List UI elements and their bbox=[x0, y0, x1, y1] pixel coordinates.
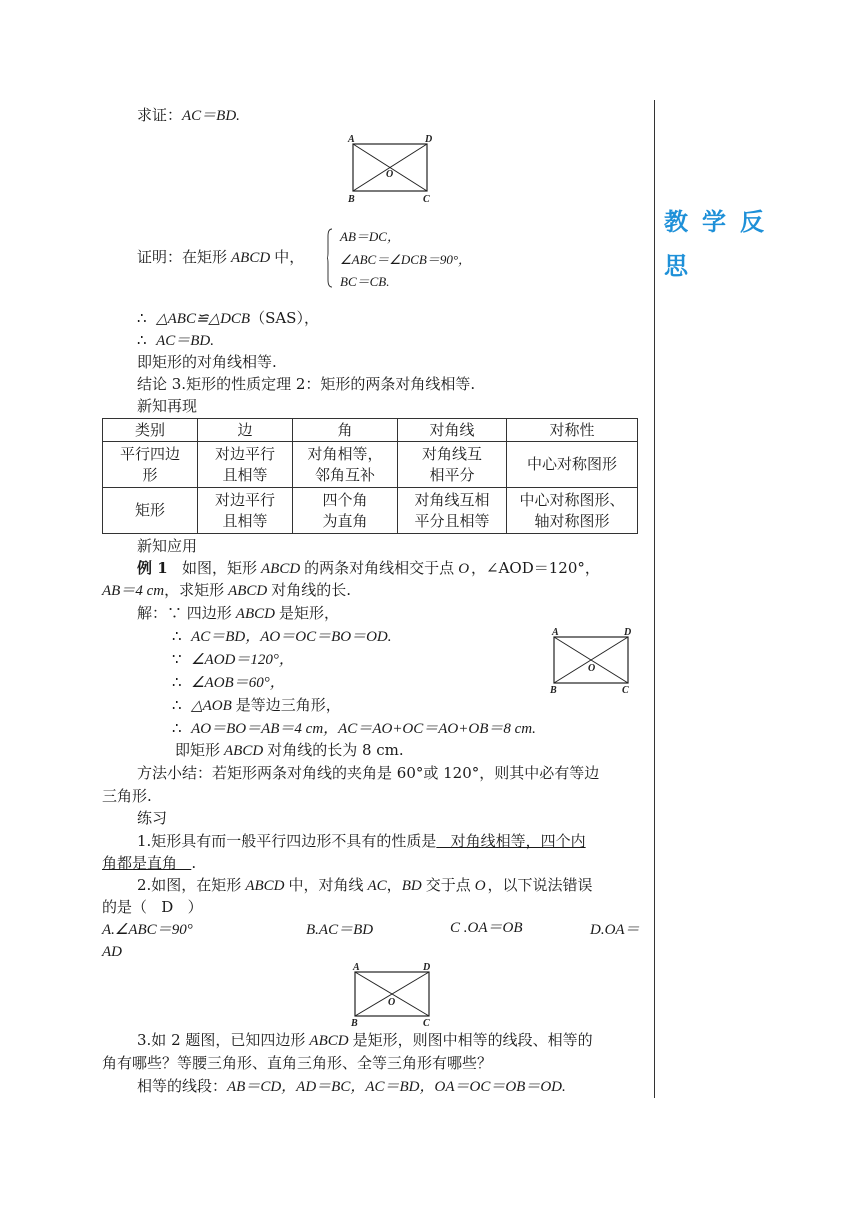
fig3-label-c: C bbox=[423, 1018, 430, 1029]
q2-bd: BD bbox=[401, 878, 422, 894]
q2-text: 交于点 bbox=[425, 876, 471, 894]
solution-text: ∠AOD＝120°， bbox=[191, 652, 294, 668]
example-text: 对角线的长. bbox=[271, 581, 352, 599]
congruent-statement: △ABC≌△DCB bbox=[156, 311, 251, 327]
reflection-title-line1: 教学反 bbox=[664, 208, 778, 236]
fig3-label-b: B bbox=[351, 1018, 358, 1029]
fig2-label-a: A bbox=[552, 627, 559, 638]
q3-answer-label: 相等的线段： bbox=[137, 1077, 228, 1095]
therefore-symbol-2: ∴ bbox=[137, 331, 147, 349]
cell-line: 对边平行 bbox=[214, 444, 275, 463]
fig3-label-o: O bbox=[388, 997, 396, 1008]
fig2-label-b: B bbox=[550, 685, 557, 695]
cell-line: 轴对称图形 bbox=[534, 511, 610, 530]
column-divider bbox=[654, 100, 655, 1098]
proof-intro-tail: 中， bbox=[274, 248, 305, 266]
q2-ac: AC bbox=[367, 878, 387, 894]
therefore-symbol: ∴ bbox=[137, 309, 147, 327]
option-d-cont: AD bbox=[102, 944, 122, 960]
table-row bbox=[103, 488, 638, 534]
proof-intro-text: 证明：在矩形 bbox=[137, 248, 228, 266]
example-text: ，求矩形 bbox=[164, 581, 225, 599]
solution-text: AC＝BD，AO＝OC＝BO＝OD. bbox=[191, 629, 392, 645]
cell-line: 且相等 bbox=[222, 511, 268, 530]
therefore-symbol: ∴ bbox=[172, 627, 182, 645]
sys-line-2: ∠ABC＝∠DCB＝90°， bbox=[340, 252, 472, 267]
cell-line: 中心对称图形、 bbox=[519, 490, 625, 509]
reflection-title-line2: 思 bbox=[664, 252, 702, 280]
question-1-text: 1.矩形具有而一般平行四边形不具有的性质是 bbox=[137, 832, 437, 850]
curly-brace bbox=[327, 228, 333, 288]
solution-line-2 bbox=[172, 626, 392, 647]
fig3-label-a: A bbox=[353, 962, 360, 973]
question-2-line-1 bbox=[137, 875, 593, 896]
question-1-answer: 对角线相等，四个内 bbox=[436, 832, 586, 850]
solution-text: 即矩形 bbox=[175, 741, 221, 759]
option-b: B.AC＝BD bbox=[306, 922, 374, 938]
q2-comma: ， bbox=[386, 876, 402, 894]
table-cell bbox=[507, 488, 638, 534]
cell-line: 对角相等， bbox=[307, 444, 383, 463]
table-header-row bbox=[103, 419, 638, 442]
cell-line: 四个角 bbox=[322, 490, 368, 509]
therefore-symbol: ∴ bbox=[172, 719, 182, 737]
therefore-symbol: ∴ bbox=[172, 673, 182, 691]
prove-statement bbox=[137, 105, 240, 126]
solution-line-7 bbox=[175, 740, 404, 761]
fig3-label-d: D bbox=[423, 962, 431, 973]
example-angle: ，∠AOD＝120°， bbox=[471, 559, 600, 577]
solution-text: 解：∵ 四边形 bbox=[137, 604, 232, 622]
solution-text: ∠AOB＝60°， bbox=[191, 675, 285, 691]
fig2-label-c: C bbox=[622, 685, 629, 695]
table-cell bbox=[398, 442, 507, 488]
cell-line: 对角线互 bbox=[421, 444, 482, 463]
table-row bbox=[103, 442, 638, 488]
example-label: 例 1 bbox=[137, 559, 168, 577]
cell-line: 平行四边 bbox=[119, 444, 180, 463]
prove-label: 求证： bbox=[137, 106, 183, 124]
q3-text: 是矩形，则图中相等的线段、相等的 bbox=[352, 1031, 593, 1049]
conclusion-line: 即矩形的对角线相等. bbox=[137, 353, 277, 371]
rectangle-figure-1 bbox=[345, 132, 435, 206]
cell-line: 平分且相等 bbox=[414, 511, 490, 530]
question-2-line-2: 的是（ D ） bbox=[102, 898, 203, 916]
practice-heading: 练习 bbox=[137, 809, 168, 827]
cell-line: 为直角 bbox=[322, 511, 368, 530]
equal-statement: AC＝BD. bbox=[156, 333, 215, 349]
solution-text: AO＝BO＝AB＝4 cm，AC＝AO+OC＝AO+OB＝8 cm. bbox=[191, 721, 536, 737]
q2-text: 中，对角线 bbox=[288, 876, 364, 894]
table-header: 类别 bbox=[103, 419, 198, 442]
sas-note: （SAS）， bbox=[250, 309, 319, 327]
solution-rect: ABCD bbox=[235, 606, 275, 622]
fig1-label-c: C bbox=[423, 194, 430, 205]
prove-stmt: AC＝BD. bbox=[182, 108, 240, 124]
fig2-label-d: D bbox=[624, 627, 632, 638]
example-rect: ABCD bbox=[228, 583, 268, 599]
cell-line: 对边平行 bbox=[214, 490, 275, 509]
cell-line: 且相等 bbox=[222, 465, 268, 484]
fig1-label-b: B bbox=[348, 194, 355, 205]
question-1-answer-cont: 角都是直角 bbox=[102, 854, 192, 872]
table-cell bbox=[293, 488, 398, 534]
example-line-1 bbox=[137, 558, 600, 579]
question-1-line-1 bbox=[137, 831, 586, 851]
example-line-2 bbox=[102, 580, 351, 601]
table-cell: 矩形 bbox=[103, 488, 198, 534]
solution-text: 对角线的长为 8 cm. bbox=[267, 741, 404, 759]
sys-line-3: BC＝CB. bbox=[340, 274, 390, 289]
property-table bbox=[102, 418, 638, 534]
theorem-line: 结论 3.矩形的性质定理 2：矩形的两条对角线相等. bbox=[137, 375, 476, 393]
table-header: 角 bbox=[293, 419, 398, 442]
solution-triangle: △AOB bbox=[191, 698, 232, 714]
method-line-1: 方法小结：若矩形两条对角线的夹角是 60°或 120°，则其中必有等边 bbox=[137, 764, 600, 782]
table-header: 对称性 bbox=[507, 419, 638, 442]
question-3-line-2: 角有哪些？等腰三角形、直角三角形、全等三角形有哪些？ bbox=[102, 1054, 493, 1072]
option-c: C .OA＝OB bbox=[450, 920, 523, 936]
fig2-label-o: O bbox=[588, 663, 596, 674]
proof-intro bbox=[137, 247, 304, 268]
q3-rect: ABCD bbox=[309, 1033, 349, 1049]
q2-rect: ABCD bbox=[245, 878, 285, 894]
q2-point: O bbox=[474, 878, 486, 894]
apply-heading: 新知应用 bbox=[137, 537, 198, 555]
solution-line-6 bbox=[172, 718, 536, 739]
q3-answer: AB＝CD，AD＝BC，AC＝BD，OA＝OC＝OB＝OD. bbox=[227, 1079, 566, 1095]
question-3-line-1 bbox=[137, 1030, 593, 1051]
question-1-end: . bbox=[191, 854, 197, 872]
q2-text: 2.如图，在矩形 bbox=[137, 876, 242, 894]
rectangle-figure-2 bbox=[546, 625, 638, 695]
q3-text: 3.如 2 题图，已知四边形 bbox=[137, 1031, 306, 1049]
review-heading: 新知再现 bbox=[137, 397, 198, 415]
because-symbol: ∵ bbox=[172, 650, 182, 668]
cell-line: 邻角互补 bbox=[314, 465, 375, 484]
table-cell bbox=[293, 442, 398, 488]
method-line-2: 三角形. bbox=[102, 787, 152, 805]
therefore-equal bbox=[137, 330, 214, 351]
table-cell: 中心对称图形 bbox=[507, 442, 638, 488]
solution-line-5 bbox=[172, 695, 341, 716]
reflection-title bbox=[664, 200, 778, 288]
example-text: 如图，矩形 bbox=[181, 559, 257, 577]
solution-line-1 bbox=[137, 603, 339, 624]
fig1-label-d: D bbox=[425, 134, 433, 145]
fig1-label-a: A bbox=[348, 134, 355, 145]
proof-rect: ABCD bbox=[231, 250, 271, 266]
solution-text: 是等边三角形， bbox=[235, 696, 341, 714]
question-3-line-3 bbox=[137, 1076, 566, 1097]
solution-text: 是矩形， bbox=[278, 604, 339, 622]
question-1-line-2 bbox=[102, 853, 196, 873]
table-cell bbox=[198, 488, 293, 534]
solution-line-3 bbox=[172, 649, 294, 670]
option-d: D.OA＝ bbox=[590, 922, 640, 938]
example-point: O bbox=[458, 561, 470, 577]
cell-line: 对角线互相 bbox=[414, 490, 490, 509]
table-cell bbox=[103, 442, 198, 488]
example-text: 的两条对角线相交于点 bbox=[304, 559, 455, 577]
solution-line-4 bbox=[172, 672, 285, 693]
example-rect: ABCD bbox=[261, 561, 301, 577]
fig1-label-o: O bbox=[386, 169, 394, 180]
table-cell bbox=[198, 442, 293, 488]
sys-line-1: AB＝DC， bbox=[340, 229, 400, 244]
cell-line: 形 bbox=[142, 465, 158, 484]
therefore-congruent bbox=[137, 308, 319, 329]
table-header: 对角线 bbox=[398, 419, 507, 442]
table-header: 边 bbox=[198, 419, 293, 442]
option-a: A.∠ABC＝90° bbox=[102, 922, 193, 938]
solution-rect: ABCD bbox=[224, 743, 264, 759]
table-cell bbox=[398, 488, 507, 534]
rectangle-figure-3 bbox=[347, 960, 437, 1030]
q2-text: ，以下说法错误 bbox=[487, 876, 593, 894]
example-ab: AB＝4 cm bbox=[102, 583, 165, 599]
therefore-symbol: ∴ bbox=[172, 696, 182, 714]
cell-line: 相平分 bbox=[429, 465, 475, 484]
